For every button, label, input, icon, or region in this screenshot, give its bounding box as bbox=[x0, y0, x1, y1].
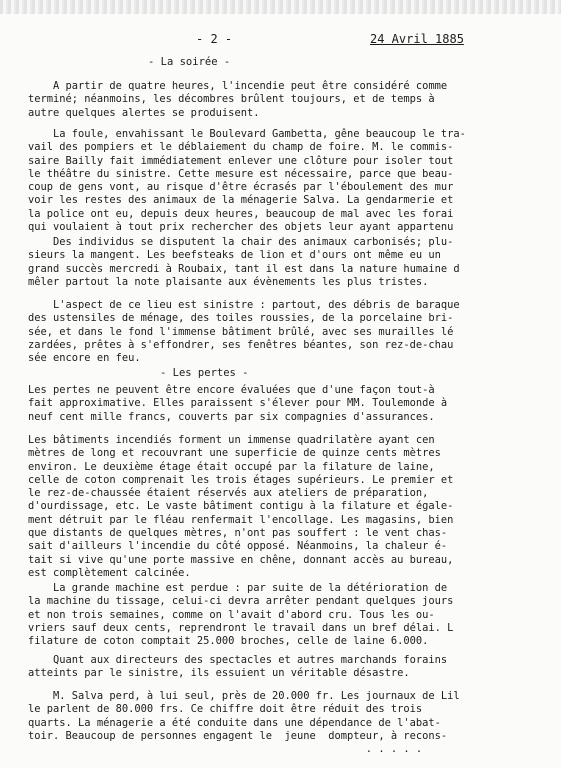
text-line: Quant aux directeurs des spectacles et autres marchands forains bbox=[28, 654, 448, 666]
text-line: toir. Beaucoup de personnes engagent le jeune dompteur, à recons- bbox=[28, 729, 448, 742]
text-line: neuf cent mille francs, couverts par six compagnies d'assurances. bbox=[28, 410, 435, 423]
text-line: quarts. La ménagerie a été conduite dans une dépendance de l'abat- bbox=[28, 716, 441, 729]
text-line: . . . . . bbox=[28, 743, 423, 756]
text-line: sait d'ailleurs l'incendie du côté opposé. Néanmoins, la chaleur é- bbox=[28, 540, 448, 553]
text-line: La grande machine est perdue : par suite de la détérioration de bbox=[28, 582, 448, 594]
text-line: sée encore en feu. bbox=[28, 352, 141, 365]
text-line: Les bâtiments incendiés forment un immense quadrilatère ayant cen bbox=[28, 434, 435, 446]
text-line: qui voulaient à tout prix rechercher des objets leur ayant appartenu bbox=[28, 221, 454, 234]
paragraph bbox=[28, 236, 548, 289]
torn-top-edge bbox=[0, 0, 561, 14]
text-line: Les pertes ne peuvent être encore évaluées que d'une façon tout-à bbox=[28, 384, 435, 396]
text-line: grand succès mercredi à Roubaix, tant il est dans la nature humaine d bbox=[28, 262, 460, 275]
text-line: saire Bailly fait immédiatement enlever une clôture pour isoler tout bbox=[28, 154, 454, 167]
page-number: - 2 - bbox=[196, 32, 233, 46]
text-line: est complètement calcinée. bbox=[28, 566, 191, 579]
text-line: la machine du tissage, celui-ci devra arrêter pendant quelques jours bbox=[28, 595, 454, 608]
document-date: 24 Avril 1885 bbox=[370, 32, 464, 46]
text-line: mêler partout la note plaisante aux évènements les plus tristes. bbox=[28, 275, 429, 288]
text-line: fait approximative. Elles paraissent s'élever pour MM. Toulemonde à bbox=[28, 397, 448, 410]
text-line: celle de coton comprenait les trois étages supérieurs. Le premier et bbox=[28, 473, 454, 486]
text-line: terminé; néanmoins, les décombres brûlent toujours, et de temps à bbox=[28, 93, 435, 106]
text-line: que distants de quelques mètres, n'ont pas souffert : le vent chas- bbox=[28, 527, 448, 540]
text-line: L'aspect de ce lieu est sinistre : partout, des débris de baraque bbox=[28, 299, 460, 311]
text-line: coup de gens vont, au risque d'être écrasés par l'éboulement des mur bbox=[28, 181, 454, 194]
text-line: La foule, envahissant le Boulevard Gambetta, gêne beaucoup le tra- bbox=[28, 128, 466, 140]
text-line: M. Salva perd, à lui seul, près de 20.000 fr. Les journaux de Lil bbox=[28, 690, 460, 702]
paragraph bbox=[28, 384, 548, 424]
text-line: zardées, prêtes à s'effondrer, ses fenêtres béantes, son rez-de-chau bbox=[28, 338, 454, 351]
text-line: vriers sauf deux cents, reprendront le travail dans un bref délai. L bbox=[28, 621, 454, 634]
text-line: et non trois semaines, comme on l'avait d'abord cru. Tous les ou- bbox=[28, 608, 435, 621]
text-line: le parlent de 80.000 frs. Ce chiffre doit être réduit des trois bbox=[28, 703, 423, 716]
text-line: Des individus se disputent la chair des animaux carbonisés; plu- bbox=[28, 236, 454, 248]
paragraph bbox=[28, 654, 548, 681]
text-line: voir les restes des animaux de la ménagerie Salva. La gendarmerie et bbox=[28, 194, 454, 207]
text-line: tait si vive qu'une porte massive en chêne, donnant accès au bureau, bbox=[28, 553, 454, 566]
paragraph bbox=[28, 690, 548, 756]
text-line: ment détruit par le fléau renfermait l'encollage. Les magasins, bien bbox=[28, 513, 454, 526]
section-heading-soiree: - La soirée - bbox=[148, 56, 231, 68]
text-line: le rez-de-chaussée étaient réservés aux ateliers de préparation, bbox=[28, 487, 429, 500]
text-line: des ustensiles de ménage, des toiles roussies, de la porcelaine bri- bbox=[28, 312, 454, 325]
paragraph bbox=[28, 582, 548, 648]
page-header bbox=[0, 32, 561, 50]
text-line: filature de coton comptait 25.000 broches, celle de laine 6.000. bbox=[28, 635, 429, 648]
paragraph bbox=[28, 434, 548, 580]
text-line: atteints par le sinistre, ils essuient un véritable désastre. bbox=[28, 667, 410, 680]
text-line: autre quelques alertes se produisent. bbox=[28, 106, 260, 119]
paragraph bbox=[28, 80, 548, 120]
text-line: le théâtre du sinistre. Cette mesure est nécessaire, parce que beau- bbox=[28, 167, 454, 180]
text-line: mètres de long et recouvrant une superficie de quinze cents mètres bbox=[28, 447, 441, 460]
text-line: A partir de quatre heures, l'incendie peut être considéré comme bbox=[28, 80, 448, 92]
text-line: environ. Le deuxième étage était occupé par la filature de laine, bbox=[28, 460, 435, 473]
text-line: vail des pompiers et le déblaiement du champ de foire. M. le commis- bbox=[28, 141, 454, 154]
text-line: sée, et dans le fond l'immense bâtiment brûlé, avec ses murailles lé bbox=[28, 325, 454, 338]
section-heading-pertes: - Les pertes - bbox=[160, 367, 249, 379]
paragraph bbox=[28, 299, 548, 365]
text-line: sieurs la mangent. Les beefsteaks de lion et d'ours ont même eu un bbox=[28, 249, 441, 262]
paragraph bbox=[28, 128, 548, 234]
text-line: la police ont eu, depuis deux heures, beaucoup de mal avec les forai bbox=[28, 207, 454, 220]
text-line: d'ourdissage, etc. Le vaste bâtiment contigu à la filature et égale- bbox=[28, 500, 454, 513]
